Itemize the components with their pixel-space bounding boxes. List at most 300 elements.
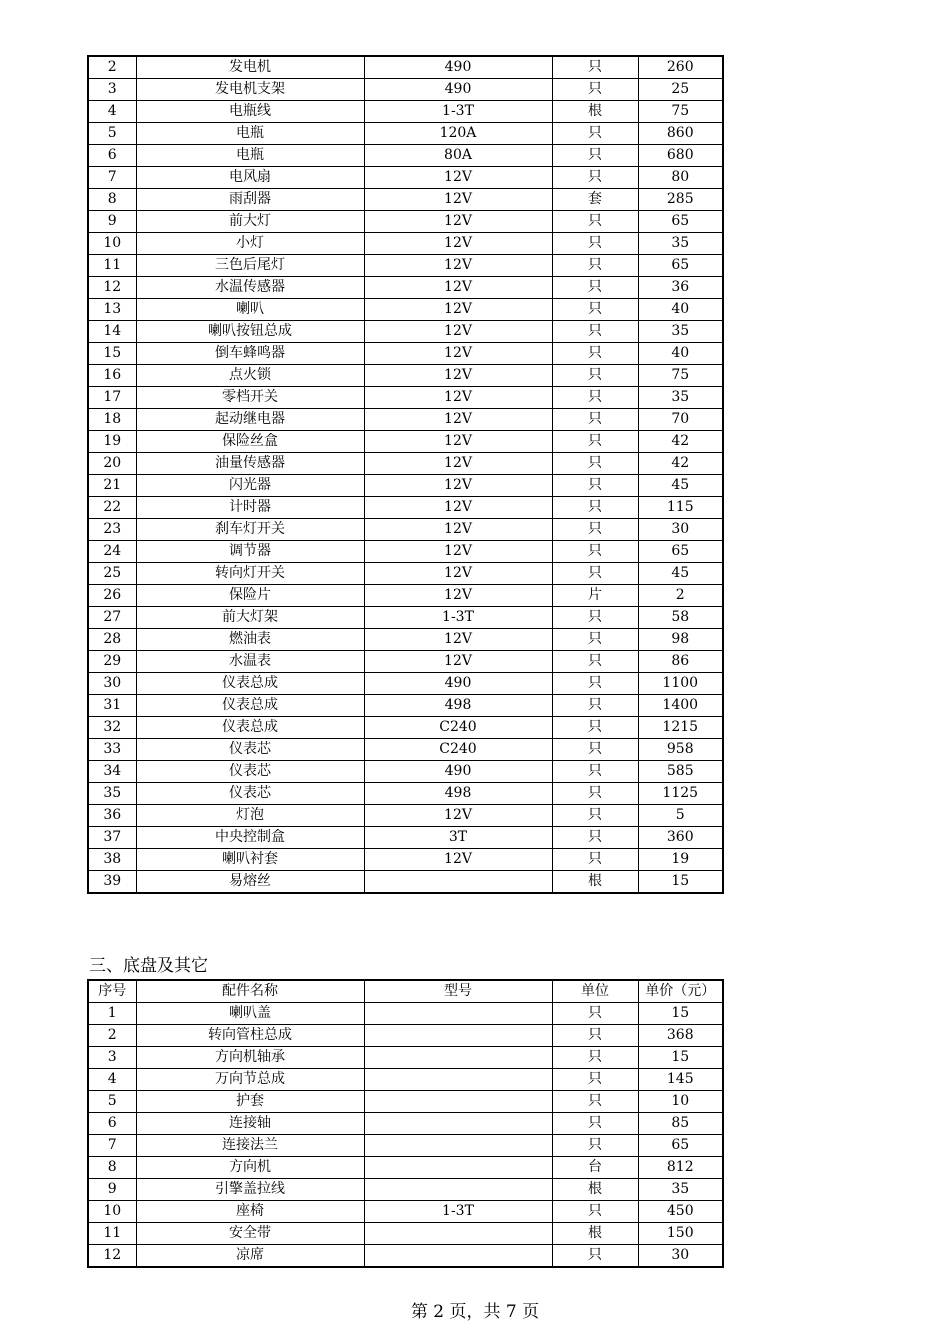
table-cell: 只 — [552, 629, 638, 651]
table-cell: 12V — [364, 299, 552, 321]
table-cell: 6 — [88, 145, 136, 167]
table-cell: 1125 — [638, 783, 723, 805]
table-cell: 中央控制盒 — [136, 827, 364, 849]
header-cell: 型号 — [364, 980, 552, 1003]
table-cell: 只 — [552, 1201, 638, 1223]
table-cell: 点火锁 — [136, 365, 364, 387]
table-cell: 只 — [552, 343, 638, 365]
table-cell: 21 — [88, 475, 136, 497]
table-cell: 套 — [552, 189, 638, 211]
table-cell: 680 — [638, 145, 723, 167]
table-cell: 12V — [364, 563, 552, 585]
table-cell: 12V — [364, 277, 552, 299]
table-cell: 35 — [638, 1179, 723, 1201]
table-cell: 只 — [552, 431, 638, 453]
table-cell: 1400 — [638, 695, 723, 717]
table-cell: 3T — [364, 827, 552, 849]
table-cell — [364, 1157, 552, 1179]
table-cell: 水温传感器 — [136, 277, 364, 299]
table-cell: 喇叭衬套 — [136, 849, 364, 871]
page-footer: 第 2 页，共 7 页 — [410, 1302, 540, 1322]
table-cell: 喇叭按钮总成 — [136, 321, 364, 343]
table-cell: 只 — [552, 453, 638, 475]
table-cell — [364, 871, 552, 894]
table-cell — [364, 1113, 552, 1135]
table-cell: 32 — [88, 717, 136, 739]
table-cell: 15 — [638, 1003, 723, 1025]
table-cell: 调节器 — [136, 541, 364, 563]
table-cell: 9 — [88, 1179, 136, 1201]
table-cell: 方向机 — [136, 1157, 364, 1179]
table-cell: 360 — [638, 827, 723, 849]
table-cell: 仪表总成 — [136, 695, 364, 717]
table-cell: 根 — [552, 101, 638, 123]
table-cell: 30 — [638, 1245, 723, 1268]
table-cell: 19 — [88, 431, 136, 453]
parts-table-chassis — [87, 979, 724, 1268]
table-cell: 20 — [88, 453, 136, 475]
table-cell — [364, 1135, 552, 1157]
table-cell: 12V — [364, 585, 552, 607]
table-cell: 36 — [638, 277, 723, 299]
table-cell: 368 — [638, 1025, 723, 1047]
table-cell: 3 — [88, 79, 136, 101]
table-cell: 15 — [88, 343, 136, 365]
table-cell: 28 — [88, 629, 136, 651]
table-cell: 24 — [88, 541, 136, 563]
table-cell — [364, 1025, 552, 1047]
table-cell: 只 — [552, 1245, 638, 1268]
table-cell: 9 — [88, 211, 136, 233]
table-cell: 11 — [88, 255, 136, 277]
table-cell: 12 — [88, 1245, 136, 1268]
table-cell: 座椅 — [136, 1201, 364, 1223]
table-cell: 仪表芯 — [136, 783, 364, 805]
table-cell: 17 — [88, 387, 136, 409]
table-cell: 1215 — [638, 717, 723, 739]
table-cell: 15 — [638, 871, 723, 894]
table-cell: 仪表芯 — [136, 761, 364, 783]
table-cell: 33 — [88, 739, 136, 761]
table-cell: 860 — [638, 123, 723, 145]
table-row — [88, 1091, 723, 1113]
table-cell: 490 — [364, 79, 552, 101]
table-cell: 12V — [364, 211, 552, 233]
table-cell: 只 — [552, 79, 638, 101]
table-row — [88, 453, 723, 475]
table-cell: 12V — [364, 475, 552, 497]
table-row — [88, 497, 723, 519]
table-row — [88, 519, 723, 541]
table-cell: 3 — [88, 1047, 136, 1069]
table-cell: 方向机轴承 — [136, 1047, 364, 1069]
table-cell: 前大灯架 — [136, 607, 364, 629]
table-cell — [364, 1245, 552, 1268]
table-cell: 只 — [552, 1025, 638, 1047]
table-cell: 只 — [552, 717, 638, 739]
table-cell: 凉席 — [136, 1245, 364, 1268]
table-cell: 只 — [552, 387, 638, 409]
table-cell: 只 — [552, 277, 638, 299]
table-cell: 26 — [88, 585, 136, 607]
table-cell: 发电机支架 — [136, 79, 364, 101]
table-cell: 18 — [88, 409, 136, 431]
table-cell: 12V — [364, 233, 552, 255]
table-cell: 只 — [552, 607, 638, 629]
table-cell: 电瓶 — [136, 123, 364, 145]
table-cell: 12V — [364, 387, 552, 409]
table-row — [88, 56, 723, 79]
table-cell: 连接轴 — [136, 1113, 364, 1135]
table-cell: C240 — [364, 739, 552, 761]
table-cell: 75 — [638, 101, 723, 123]
table-row — [88, 145, 723, 167]
table-cell: 只 — [552, 541, 638, 563]
table-cell: 护套 — [136, 1091, 364, 1113]
table-cell: 98 — [638, 629, 723, 651]
table-cell: 只 — [552, 827, 638, 849]
table-cell: 只 — [552, 739, 638, 761]
table-cell: 只 — [552, 56, 638, 79]
table-cell: 保险丝盒 — [136, 431, 364, 453]
table-cell: 35 — [638, 233, 723, 255]
table-cell: 12V — [364, 255, 552, 277]
table-cell: 根 — [552, 1179, 638, 1201]
table-cell: C240 — [364, 717, 552, 739]
table-cell: 燃油表 — [136, 629, 364, 651]
table-cell: 85 — [638, 1113, 723, 1135]
table-cell: 只 — [552, 167, 638, 189]
table-cell: 只 — [552, 1113, 638, 1135]
table-cell: 958 — [638, 739, 723, 761]
table-cell: 只 — [552, 849, 638, 871]
parts-table-electrical — [87, 55, 724, 894]
table-cell: 连接法兰 — [136, 1135, 364, 1157]
table-cell: 倒车蜂鸣器 — [136, 343, 364, 365]
table-cell: 120A — [364, 123, 552, 145]
table-cell: 易熔丝 — [136, 871, 364, 894]
table-cell: 285 — [638, 189, 723, 211]
table-row — [88, 1157, 723, 1179]
table-cell: 11 — [88, 1223, 136, 1245]
section-title: 三、底盘及其它 — [89, 956, 208, 976]
table-row — [88, 739, 723, 761]
table-row — [88, 1025, 723, 1047]
header-cell: 配件名称 — [136, 980, 364, 1003]
table-cell: 5 — [88, 123, 136, 145]
table-cell: 490 — [364, 56, 552, 79]
table-cell: 39 — [88, 871, 136, 894]
table-cell: 起动继电器 — [136, 409, 364, 431]
table-row — [88, 563, 723, 585]
table-row — [88, 607, 723, 629]
table-row — [88, 871, 723, 894]
table-cell: 1100 — [638, 673, 723, 695]
table-row — [88, 805, 723, 827]
table-cell: 490 — [364, 761, 552, 783]
table-row — [88, 1223, 723, 1245]
table-cell: 6 — [88, 1113, 136, 1135]
table-cell: 闪光器 — [136, 475, 364, 497]
table-cell: 450 — [638, 1201, 723, 1223]
table-cell: 只 — [552, 123, 638, 145]
table-cell: 2 — [88, 1025, 136, 1047]
table-cell: 40 — [638, 343, 723, 365]
table-cell: 转向管柱总成 — [136, 1025, 364, 1047]
table-row — [88, 673, 723, 695]
table-cell: 1-3T — [364, 607, 552, 629]
header-cell: 单价（元） — [638, 980, 723, 1003]
table-row — [88, 387, 723, 409]
table-cell: 电瓶线 — [136, 101, 364, 123]
table-cell: 仪表总成 — [136, 673, 364, 695]
table-cell: 15 — [638, 1047, 723, 1069]
table-cell: 只 — [552, 211, 638, 233]
table-cell: 安全带 — [136, 1223, 364, 1245]
table-cell: 2 — [88, 56, 136, 79]
table-cell: 电瓶 — [136, 145, 364, 167]
table-cell: 19 — [638, 849, 723, 871]
table-row — [88, 1047, 723, 1069]
table-cell — [364, 1003, 552, 1025]
table-cell: 计时器 — [136, 497, 364, 519]
table-row — [88, 409, 723, 431]
table-row — [88, 1179, 723, 1201]
table-cell: 14 — [88, 321, 136, 343]
table-cell: 零档开关 — [136, 387, 364, 409]
table-cell: 只 — [552, 321, 638, 343]
table-cell: 喇叭盖 — [136, 1003, 364, 1025]
table-cell: 只 — [552, 145, 638, 167]
table-cell: 只 — [552, 805, 638, 827]
table-row — [88, 211, 723, 233]
table-row — [88, 167, 723, 189]
table-cell: 25 — [638, 79, 723, 101]
table-row — [88, 1201, 723, 1223]
table-cell: 只 — [552, 651, 638, 673]
table-row — [88, 1245, 723, 1268]
table-cell: 7 — [88, 1135, 136, 1157]
table-row — [88, 233, 723, 255]
table-row — [88, 1069, 723, 1091]
table-cell: 只 — [552, 1069, 638, 1091]
table-cell: 12V — [364, 519, 552, 541]
table-row — [88, 255, 723, 277]
table-cell: 4 — [88, 101, 136, 123]
table-cell: 4 — [88, 1069, 136, 1091]
table-cell: 12V — [364, 189, 552, 211]
table-cell: 保险片 — [136, 585, 364, 607]
table-cell: 12V — [364, 805, 552, 827]
table-cell: 只 — [552, 1135, 638, 1157]
table-cell: 12V — [364, 651, 552, 673]
table-cell: 80 — [638, 167, 723, 189]
table-cell: 只 — [552, 409, 638, 431]
table-row — [88, 761, 723, 783]
table-cell: 只 — [552, 1003, 638, 1025]
table-cell: 8 — [88, 1157, 136, 1179]
table-cell: 7 — [88, 167, 136, 189]
table-cell: 12V — [364, 343, 552, 365]
table-cell: 只 — [552, 1091, 638, 1113]
table-cell: 35 — [88, 783, 136, 805]
table-row — [88, 79, 723, 101]
table-cell: 22 — [88, 497, 136, 519]
table-cell: 86 — [638, 651, 723, 673]
table-cell — [364, 1091, 552, 1113]
table-cell: 10 — [638, 1091, 723, 1113]
table-row — [88, 321, 723, 343]
table-header-row — [88, 980, 723, 1003]
table-cell: 25 — [88, 563, 136, 585]
table-cell: 65 — [638, 541, 723, 563]
table-cell: 12V — [364, 629, 552, 651]
table-cell: 12V — [364, 849, 552, 871]
table-cell: 45 — [638, 563, 723, 585]
table-row — [88, 827, 723, 849]
table-row — [88, 1135, 723, 1157]
table-cell: 只 — [552, 299, 638, 321]
table-cell: 只 — [552, 255, 638, 277]
table-cell: 只 — [552, 695, 638, 717]
table-cell: 仪表芯 — [136, 739, 364, 761]
table-cell: 65 — [638, 255, 723, 277]
table-cell: 喇叭 — [136, 299, 364, 321]
table-cell: 发电机 — [136, 56, 364, 79]
table-cell: 42 — [638, 453, 723, 475]
table-cell: 27 — [88, 607, 136, 629]
table-cell: 498 — [364, 783, 552, 805]
table-cell: 30 — [638, 519, 723, 541]
table-cell: 498 — [364, 695, 552, 717]
table-cell — [364, 1069, 552, 1091]
table-cell: 只 — [552, 673, 638, 695]
table-cell: 转向灯开关 — [136, 563, 364, 585]
table-cell: 只 — [552, 519, 638, 541]
table-cell: 10 — [88, 233, 136, 255]
table-row — [88, 717, 723, 739]
table-cell: 根 — [552, 1223, 638, 1245]
table-cell: 雨刮器 — [136, 189, 364, 211]
table-cell: 150 — [638, 1223, 723, 1245]
table-cell: 1-3T — [364, 101, 552, 123]
table-cell: 13 — [88, 299, 136, 321]
table-cell: 70 — [638, 409, 723, 431]
table-row — [88, 123, 723, 145]
table-cell: 只 — [552, 365, 638, 387]
table-cell: 灯泡 — [136, 805, 364, 827]
table-cell: 65 — [638, 1135, 723, 1157]
table-cell: 260 — [638, 56, 723, 79]
table-cell: 刹车灯开关 — [136, 519, 364, 541]
table-row — [88, 475, 723, 497]
table-cell: 引擎盖拉线 — [136, 1179, 364, 1201]
table-cell: 23 — [88, 519, 136, 541]
table-cell: 40 — [638, 299, 723, 321]
table-cell: 12V — [364, 321, 552, 343]
table-cell: 12V — [364, 431, 552, 453]
table-cell: 65 — [638, 211, 723, 233]
table-cell: 只 — [552, 233, 638, 255]
table-cell: 1-3T — [364, 1201, 552, 1223]
table-cell: 油量传感器 — [136, 453, 364, 475]
table-cell: 片 — [552, 585, 638, 607]
table-cell: 只 — [552, 497, 638, 519]
table-cell: 30 — [88, 673, 136, 695]
table-cell: 45 — [638, 475, 723, 497]
table-row — [88, 541, 723, 563]
header-cell: 序号 — [88, 980, 136, 1003]
table-cell: 水温表 — [136, 651, 364, 673]
table-cell: 小灯 — [136, 233, 364, 255]
table-cell: 5 — [638, 805, 723, 827]
table-cell: 585 — [638, 761, 723, 783]
table-cell: 仪表总成 — [136, 717, 364, 739]
table-row — [88, 343, 723, 365]
table-row — [88, 783, 723, 805]
table-cell: 34 — [88, 761, 136, 783]
table-cell: 1 — [88, 1003, 136, 1025]
table-cell: 115 — [638, 497, 723, 519]
table-cell: 只 — [552, 1047, 638, 1069]
table-cell — [364, 1047, 552, 1069]
table-cell: 台 — [552, 1157, 638, 1179]
table-cell: 35 — [638, 387, 723, 409]
header-cell: 单位 — [552, 980, 638, 1003]
table-row — [88, 101, 723, 123]
table-cell — [364, 1223, 552, 1245]
table-cell: 31 — [88, 695, 136, 717]
table-row — [88, 365, 723, 387]
table-row — [88, 695, 723, 717]
table-row — [88, 1003, 723, 1025]
table-cell: 42 — [638, 431, 723, 453]
table-cell: 36 — [88, 805, 136, 827]
table-row — [88, 1113, 723, 1135]
table-cell: 10 — [88, 1201, 136, 1223]
table-row — [88, 431, 723, 453]
table-cell: 万向节总成 — [136, 1069, 364, 1091]
table-cell: 2 — [638, 585, 723, 607]
table-cell: 75 — [638, 365, 723, 387]
table-cell: 电风扇 — [136, 167, 364, 189]
table-cell: 只 — [552, 783, 638, 805]
table-cell: 根 — [552, 871, 638, 894]
table-cell: 490 — [364, 673, 552, 695]
table-cell: 12V — [364, 365, 552, 387]
table-cell: 12 — [88, 277, 136, 299]
table-cell: 前大灯 — [136, 211, 364, 233]
table-row — [88, 189, 723, 211]
table-cell: 只 — [552, 475, 638, 497]
table-cell: 只 — [552, 761, 638, 783]
table-row — [88, 629, 723, 651]
table-cell: 12V — [364, 541, 552, 563]
table-row — [88, 299, 723, 321]
table-cell: 38 — [88, 849, 136, 871]
table-cell: 12V — [364, 409, 552, 431]
table-cell: 16 — [88, 365, 136, 387]
table-cell — [364, 1179, 552, 1201]
table-row — [88, 849, 723, 871]
table-cell: 12V — [364, 167, 552, 189]
table-cell: 58 — [638, 607, 723, 629]
table-cell: 8 — [88, 189, 136, 211]
table-cell: 80A — [364, 145, 552, 167]
table-row — [88, 277, 723, 299]
table-cell: 37 — [88, 827, 136, 849]
table-cell: 12V — [364, 497, 552, 519]
